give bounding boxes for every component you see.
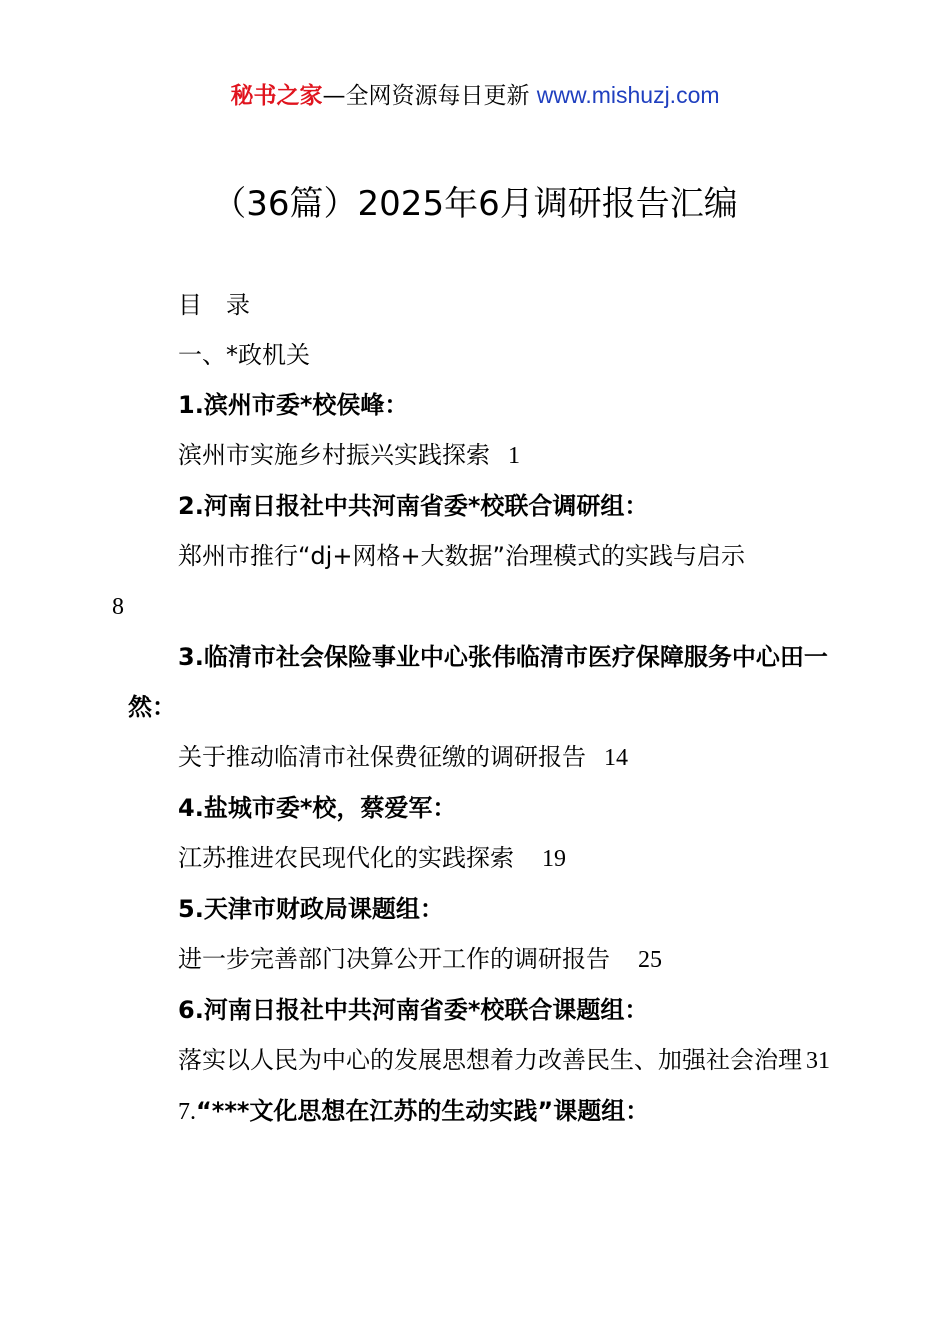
toc-entry-page: 1 (508, 443, 520, 469)
toc-entry-article[interactable] (128, 430, 838, 481)
section-heading: 一、*政机关 (178, 341, 310, 369)
toc-entry-article-title: 滨州市实施乡村振兴实践探索 (178, 441, 490, 469)
toc-entry-author: 3.临清市社会保险事业中心张伟临清市医疗保障服务中心田一然： (128, 643, 828, 721)
toc-entry-article-title: 关于推动临清市社保费征缴的调研报告 (178, 743, 586, 771)
toc-entry-author: 1.滨州市委*校侯峰： (178, 391, 409, 419)
toc-entry-article[interactable] (128, 934, 838, 985)
toc-entry-article[interactable] (128, 1035, 838, 1086)
toc-entry-article[interactable] (128, 833, 838, 884)
toc-entry-author (128, 1086, 838, 1137)
site-url-link[interactable]: www.mishuzj.com (536, 82, 720, 108)
toc-entry-author: 6.河南日报社中共河南省委*校联合课题组： (178, 996, 649, 1024)
toc-entry-page: 31 (806, 1048, 830, 1074)
toc-entry-author: 4.盐城市委*校，蔡爱军： (178, 794, 457, 822)
toc-entry-article-title: 郑州市推行“dj+网格+大数据”治理模式的实践与启示 (178, 542, 745, 570)
toc-entry-page: 19 (542, 846, 566, 872)
toc-entry-page: 25 (638, 947, 662, 973)
toc-entry-article[interactable] (112, 531, 838, 632)
document-title: （36篇）2025年6月调研报告汇编 (212, 184, 738, 224)
toc-entry-page: 8 (112, 594, 124, 620)
toc-heading: 目 录 (178, 291, 250, 319)
toc-entry-article-title: 江苏推进农民现代化的实践探索 (178, 844, 514, 872)
toc-entry-number: 7. (178, 1099, 196, 1125)
site-slogan: —全网资源每日更新 (322, 83, 530, 109)
site-header (0, 78, 950, 113)
site-brand: 秘书之家 (230, 83, 323, 109)
toc-entry-article-title: 进一步完善部门决算公开工作的调研报告 (178, 945, 610, 973)
table-of-contents (112, 280, 838, 1137)
toc-entry-article-title: 落实以人民为中心的发展思想着力改善民生、加强社会治理 (178, 1046, 802, 1074)
toc-entry-page: 14 (604, 745, 628, 771)
toc-entry-author: 5.天津市财政局课题组： (178, 895, 444, 923)
toc-entry-author: 2.河南日报社中共河南省委*校联合调研组： (178, 492, 649, 520)
toc-entry-author-name: “***文化思想在江苏的生动实践”课题组： (196, 1097, 650, 1125)
toc-entry-article[interactable] (128, 732, 838, 783)
